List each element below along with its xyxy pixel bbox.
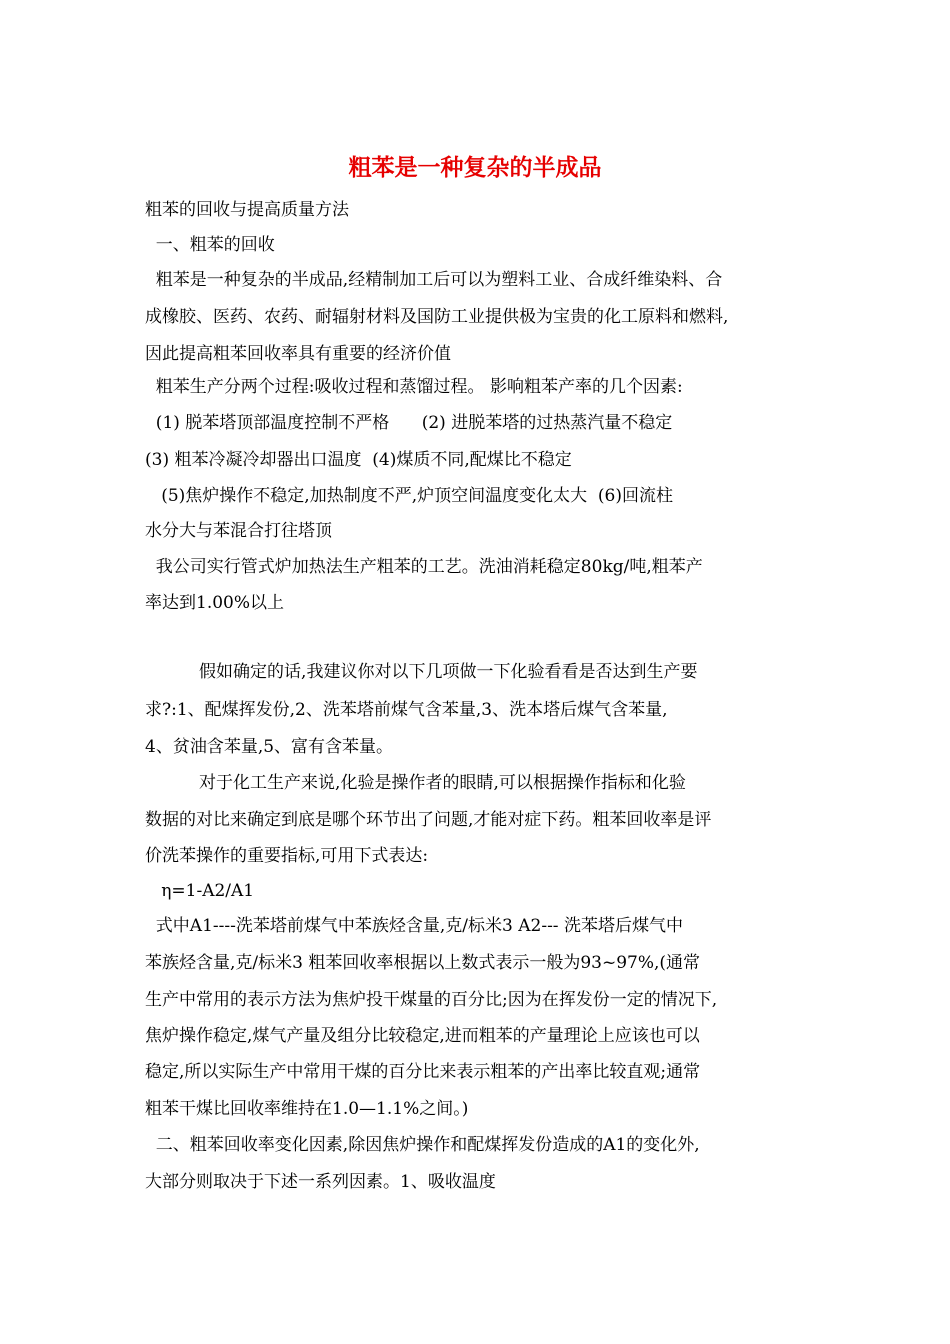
text-line: 式中A1----洗苯塔前煤气中苯族烃含量,克/标米3 A2--- 洗苯塔后煤气中: [145, 916, 683, 936]
text-line: 假如确定的话,我建议你对以下几项做一下化验看看是否达到生产要: [145, 662, 698, 682]
text-line: 苯族烃含量,克/标米3 粗苯回收率根据以上数式表示一般为93~97%,(通常: [145, 953, 701, 973]
text-line: 粗苯是一种复杂的半成品,经精制加工后可以为塑料工业、合成纤维染料、合: [145, 270, 723, 290]
text-line: 数据的对比来确定到底是哪个环节出了问题,才能对症下药。粗苯回收率是评: [145, 810, 712, 830]
text-line: 4、贫油含苯量,5、富有含苯量。: [145, 737, 394, 757]
text-line: 粗苯干煤比回收率维持在1.0—1.1%之间。): [145, 1099, 469, 1119]
document-title: 粗苯是一种复杂的半成品: [348, 154, 602, 181]
text-line: 大部分则取决于下述一系列因素。1、吸收温度: [145, 1172, 496, 1192]
text-line: 因此提高粗苯回收率具有重要的经济价值: [145, 344, 451, 364]
text-line: 对于化工生产来说,化验是操作者的眼睛,可以根据操作指标和化验: [145, 773, 686, 793]
text-line: 成橡胶、医药、农药、耐辐射材料及国防工业提供极为宝贵的化工原料和燃料,: [145, 307, 729, 327]
text-line: 我公司实行管式炉加热法生产粗苯的工艺。洗油消耗稳定80kg/吨,粗苯产: [145, 557, 703, 577]
text-line: 率达到1.00%以上: [145, 593, 285, 613]
text-line: 一、粗苯的回收: [145, 235, 275, 255]
formula-line: η=1-A2/A1: [145, 881, 255, 901]
text-line: 二、粗苯回收率变化因素,除因焦炉操作和配煤挥发份造成的A1的变化外,: [145, 1135, 700, 1155]
text-line: 价洗苯操作的重要指标,可用下式表达:: [145, 846, 429, 866]
text-line: (5)焦炉操作不稳定,加热制度不严,炉顶空间温度变化太大 (6)回流柱: [145, 486, 673, 506]
text-line: 粗苯的回收与提高质量方法: [145, 200, 349, 220]
text-line: 水分大与苯混合打往塔顶: [145, 521, 332, 541]
text-line: (3) 粗苯冷凝冷却器出口温度 (4)煤质不同,配煤比不稳定: [145, 450, 572, 470]
text-line: 生产中常用的表示方法为焦炉投干煤量的百分比;因为在挥发份一定的情况下,: [145, 990, 718, 1010]
text-line: 粗苯生产分两个过程:吸收过程和蒸馏过程。 影响粗苯产率的几个因素:: [145, 377, 683, 397]
text-line: (1) 脱苯塔顶部温度控制不严格 (2) 进脱苯塔的过热蒸汽量不稳定: [145, 413, 673, 433]
text-line: 稳定,所以实际生产中常用干煤的百分比来表示粗苯的产出率比较直观;通常: [145, 1062, 701, 1082]
text-line: 焦炉操作稳定,煤气产量及组分比较稳定,进而粗苯的产量理论上应该也可以: [145, 1026, 700, 1046]
text-line: 求?:1、配煤挥发份,2、洗苯塔前煤气含苯量,3、洗本塔后煤气含苯量,: [145, 700, 668, 720]
